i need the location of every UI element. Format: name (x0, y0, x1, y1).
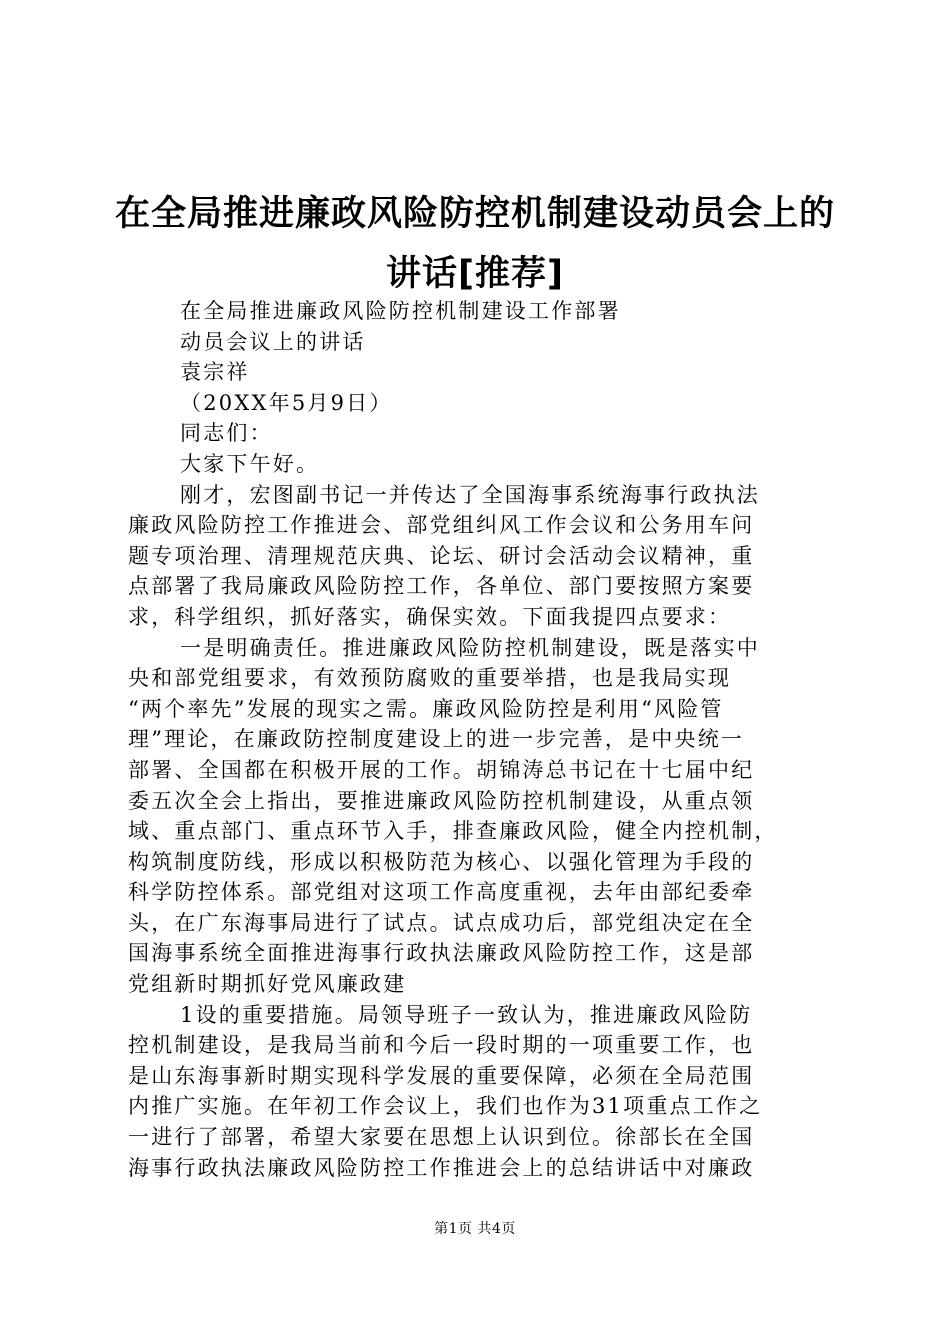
body-line: 构筑制度防线，形成以积极防范为核心、以强化管理为手段的 (128, 849, 755, 874)
body-line: 域、重点部门、重点环节入手，排查廉政风险，健全内控机制， (128, 819, 778, 844)
body-line: 廉政风险防控工作推进会、部党组纠风工作会议和公务用车问 (128, 513, 755, 538)
body-line: 点部署了我局廉政风险防控工作，各单位、部门要按照方案要 (128, 574, 755, 599)
document-title-line-2: 讲话[推荐] (386, 254, 564, 294)
body-line: 大家下午好。 (180, 451, 320, 476)
body-line: 袁宗祥 (180, 360, 250, 385)
body-line: 科学防控体系。部党组对这项工作高度重视，去年由部纪委牵 (128, 880, 755, 905)
body-line: 刚才，宏图副书记一并传达了全国海事系统海事行政执法 (180, 482, 760, 507)
page-footer: 第1页 共4页 (434, 1221, 516, 1237)
document-title-line-1: 在全局推进廉政风险防控机制建设动员会上的 (114, 194, 835, 234)
body-line: 国海事系统全面推进海事行政执法廉政风险防控工作，这是部 (128, 941, 755, 966)
body-line: 委五次全会上指出，要推进廉政风险防控机制建设，从重点领 (128, 788, 755, 813)
body-line: （20XX年5月9日） (180, 390, 393, 415)
document-body (128, 296, 828, 1183)
body-line: 同志们： (180, 421, 273, 446)
body-line: 海事行政执法廉政风险防控工作推进会上的总结讲话中对廉政 (128, 1155, 755, 1180)
body-line: 1设的重要措施。局领导班子一致认为，推进廉政风险防 (180, 1002, 753, 1027)
body-line: 是山东海事新时期实现科学发展的重要保障，必须在全局范围 (128, 1063, 755, 1088)
body-line: 央和部党组要求，有效预防腐败的重要举措，也是我局实现 (128, 666, 732, 691)
body-line: 一进行了部署，希望大家要在思想上认识到位。徐部长在全国 (128, 1125, 755, 1150)
body-line: 头，在广东海事局进行了试点。试点成功后，部党组决定在全 (128, 910, 755, 935)
body-line: 动员会议上的讲话 (180, 329, 366, 354)
body-line: 党组新时期抓好党风廉政建 (128, 972, 407, 997)
body-line: 在全局推进廉政风险防控机制建设工作部署 (180, 299, 621, 323)
body-line: 理”理论，在廉政防控制度建设上的进一步完善，是中央统一 (128, 727, 745, 752)
body-line: 内推广实施。在年初工作会议上，我们也作为31项重点工作之 (128, 1094, 763, 1119)
body-line: 一是明确责任。推进廉政风险防控机制建设，既是落实中 (180, 635, 760, 660)
body-line: 部署、全国都在积极开展的工作。胡锦涛总书记在十七届中纪 (128, 757, 755, 782)
body-line: “两个率先”发展的现实之需。廉政风险防控是利用“风险管 (128, 696, 724, 721)
body-line: 求，科学组织，抓好落实，确保实效。下面我提四点要求： (128, 604, 732, 629)
body-line: 题专项治理、清理规范庆典、论坛、研讨会活动会议精神，重 (128, 543, 755, 568)
body-line: 控机制建设，是我局当前和今后一段时期的一项重要工作，也 (128, 1033, 755, 1058)
